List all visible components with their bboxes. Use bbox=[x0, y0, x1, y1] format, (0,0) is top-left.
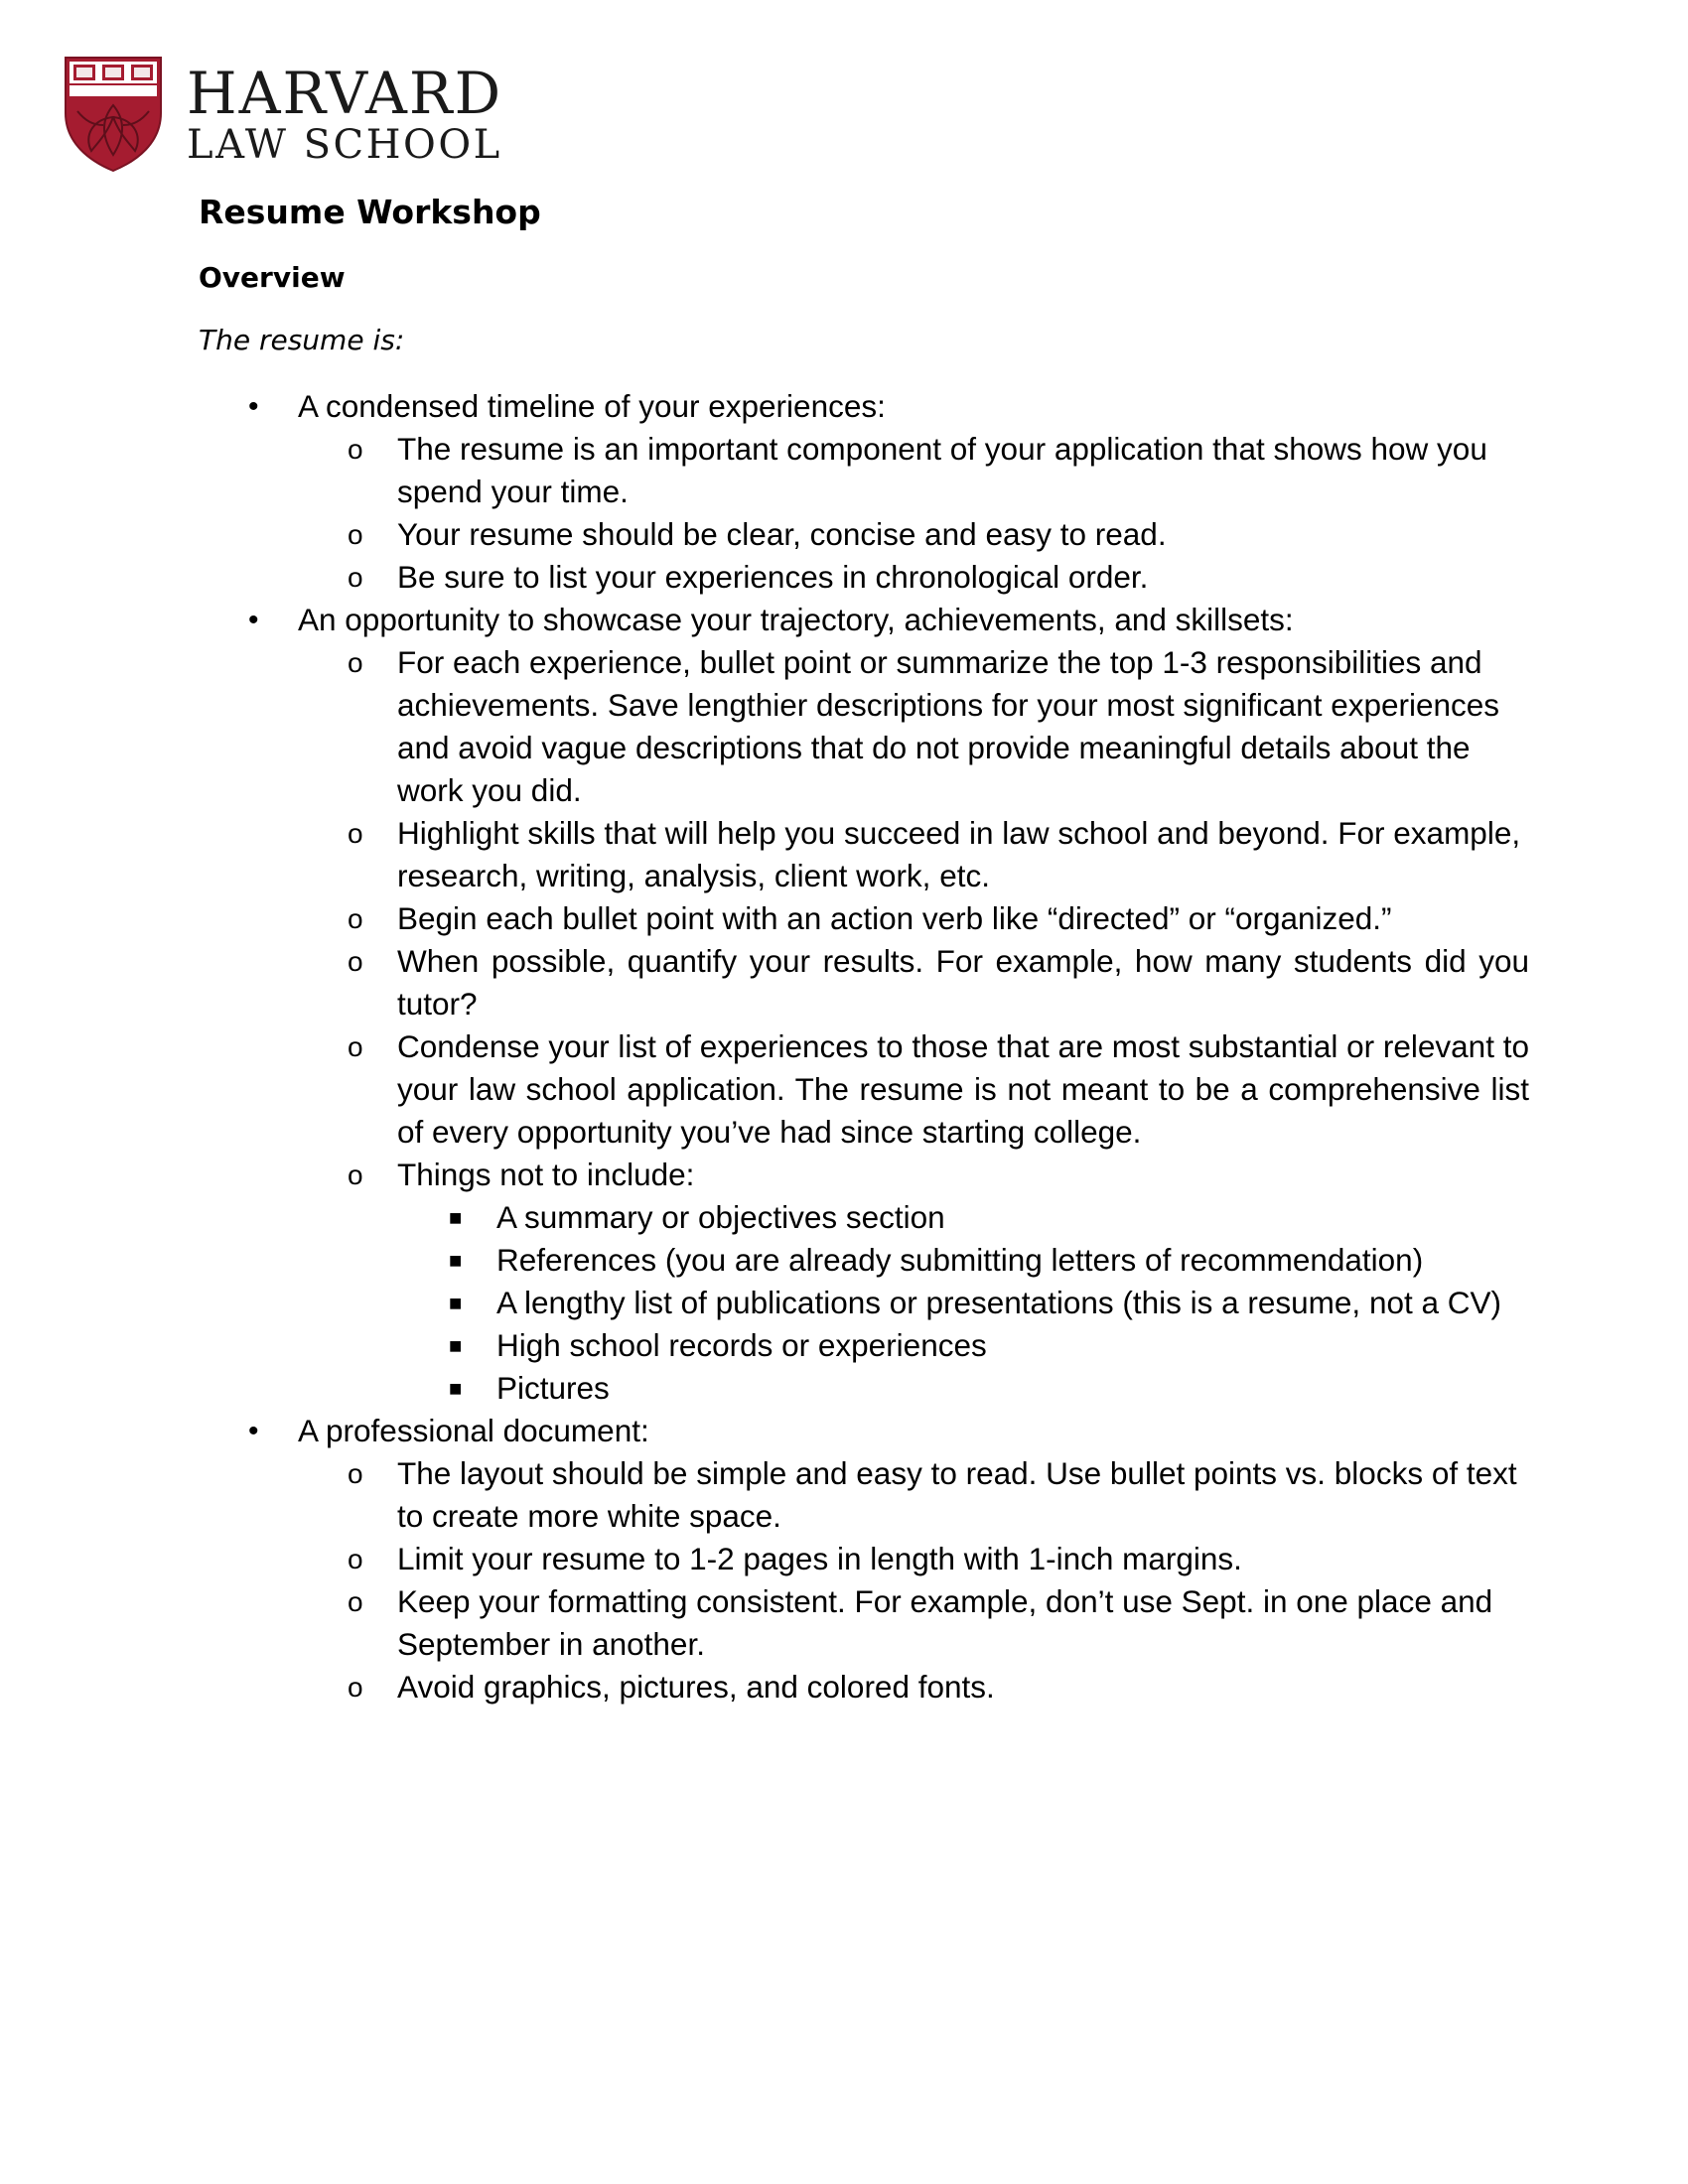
bullet-circle-icon: o bbox=[348, 647, 363, 678]
bullet-dot-icon: • bbox=[248, 390, 259, 423]
list-item bbox=[397, 1239, 1529, 1282]
list-item bbox=[298, 1666, 1529, 1708]
list-item-text: High school records or experiences bbox=[496, 1327, 987, 1363]
list-item-text: A lengthy list of publications or presentations (this is a resume, not a CV) bbox=[496, 1285, 1501, 1320]
logo-line-harvard: HARVARD bbox=[187, 60, 503, 127]
bullet-square-icon: ■ bbox=[449, 1205, 463, 1230]
list-item bbox=[298, 513, 1529, 556]
bullet-circle-icon: o bbox=[348, 1586, 363, 1617]
list-item bbox=[397, 1367, 1529, 1410]
bullet-list bbox=[199, 385, 1529, 1708]
bullet-dot-icon: • bbox=[248, 1415, 259, 1447]
list-item bbox=[298, 812, 1529, 897]
list-item-text: Limit your resume to 1-2 pages in length with 1-inch margins. bbox=[397, 1541, 1242, 1576]
list-item-text: Pictures bbox=[496, 1370, 610, 1406]
bullet-circle-icon: o bbox=[348, 562, 363, 593]
bullet-circle-icon: o bbox=[348, 946, 363, 977]
list-item bbox=[298, 641, 1529, 812]
bullet-circle-icon: o bbox=[348, 818, 363, 849]
list-item bbox=[298, 897, 1529, 940]
list-item bbox=[298, 1538, 1529, 1580]
list-item bbox=[199, 385, 1529, 599]
list-item-text: The layout should be simple and easy to read. Use bullet points vs. blocks of text to create more white space. bbox=[397, 1455, 1517, 1534]
harvard-shield-icon bbox=[64, 56, 163, 173]
document-body bbox=[199, 187, 1529, 1708]
list-item bbox=[199, 1410, 1529, 1708]
list-item bbox=[397, 1282, 1529, 1324]
sub-list bbox=[199, 428, 1529, 599]
logo-wordmark bbox=[187, 60, 503, 168]
list-item-text: Be sure to list your experiences in chronological order. bbox=[397, 559, 1149, 595]
section-heading-overview: Overview bbox=[199, 261, 346, 294]
bullet-circle-icon: o bbox=[348, 434, 363, 465]
bullet-circle-icon: o bbox=[348, 1672, 363, 1703]
list-item bbox=[397, 1324, 1529, 1367]
list-item bbox=[298, 940, 1529, 1025]
logo-line-law-school: LAW SCHOOL bbox=[187, 122, 502, 168]
bullet-square-icon: ■ bbox=[449, 1333, 463, 1358]
harvard-law-school-logo bbox=[64, 56, 503, 175]
bullet-circle-icon: o bbox=[348, 1031, 363, 1062]
sub-sub-list bbox=[298, 1196, 1529, 1410]
list-item bbox=[298, 1025, 1529, 1154]
bullet-square-icon: ■ bbox=[449, 1291, 463, 1315]
list-item-text: Your resume should be clear, concise and easy to read. bbox=[397, 516, 1167, 552]
list-item-text: Keep your formatting consistent. For example, don’t use Sept. in one place and September in another. bbox=[397, 1583, 1493, 1662]
bullet-circle-icon: o bbox=[348, 519, 363, 550]
bullet-dot-icon: • bbox=[248, 604, 259, 636]
list-item bbox=[397, 1196, 1529, 1239]
bullet-circle-icon: o bbox=[348, 903, 363, 934]
list-item-text: Condense your list of experiences to those that are most substantial or relevant to your law school application. The resume is not meant to be a comprehensive list of every opportunity you’ve had since starting college. bbox=[397, 1028, 1529, 1150]
list-item bbox=[298, 1452, 1529, 1538]
bullet-circle-icon: o bbox=[348, 1160, 363, 1190]
sub-list bbox=[199, 641, 1529, 1410]
list-item-text: A condensed timeline of your experiences: bbox=[298, 388, 886, 424]
bullet-circle-icon: o bbox=[348, 1544, 363, 1574]
list-item-text: Things not to include: bbox=[397, 1157, 695, 1192]
list-item-text: A professional document: bbox=[298, 1413, 649, 1448]
bullet-square-icon: ■ bbox=[449, 1248, 463, 1273]
list-item bbox=[298, 1154, 1529, 1410]
list-item-text: Avoid graphics, pictures, and colored fonts. bbox=[397, 1669, 995, 1705]
list-item-text: For each experience, bullet point or summarize the top 1-3 responsibilities and achievements. Save lengthier descriptions for your most significant experiences and avoid vague descriptions that do not provide meaningful details about the work you did. bbox=[397, 644, 1500, 808]
list-item-text: An opportunity to showcase your trajectory, achievements, and skillsets: bbox=[298, 602, 1294, 637]
bullet-square-icon: ■ bbox=[449, 1376, 463, 1401]
list-item bbox=[298, 1580, 1529, 1666]
list-item-text: Begin each bullet point with an action verb like “directed” or “organized.” bbox=[397, 900, 1392, 936]
list-item-text: The resume is an important component of your application that shows how you spend your time. bbox=[397, 431, 1487, 509]
bullet-circle-icon: o bbox=[348, 1458, 363, 1489]
list-item-text: Highlight skills that will help you succeed in law school and beyond. For example, research, writing, analysis, client work, etc. bbox=[397, 815, 1521, 893]
list-item bbox=[298, 428, 1529, 513]
intro-text: The resume is: bbox=[199, 324, 405, 356]
list-item-text: When possible, quantify your results. For example, how many students did you tutor? bbox=[397, 943, 1529, 1022]
sub-list bbox=[199, 1452, 1529, 1708]
list-item bbox=[298, 556, 1529, 599]
list-item-text: References (you are already submitting letters of recommendation) bbox=[496, 1242, 1424, 1278]
list-item bbox=[199, 599, 1529, 1410]
document-title: Resume Workshop bbox=[199, 193, 541, 231]
list-item-text: A summary or objectives section bbox=[496, 1199, 945, 1235]
